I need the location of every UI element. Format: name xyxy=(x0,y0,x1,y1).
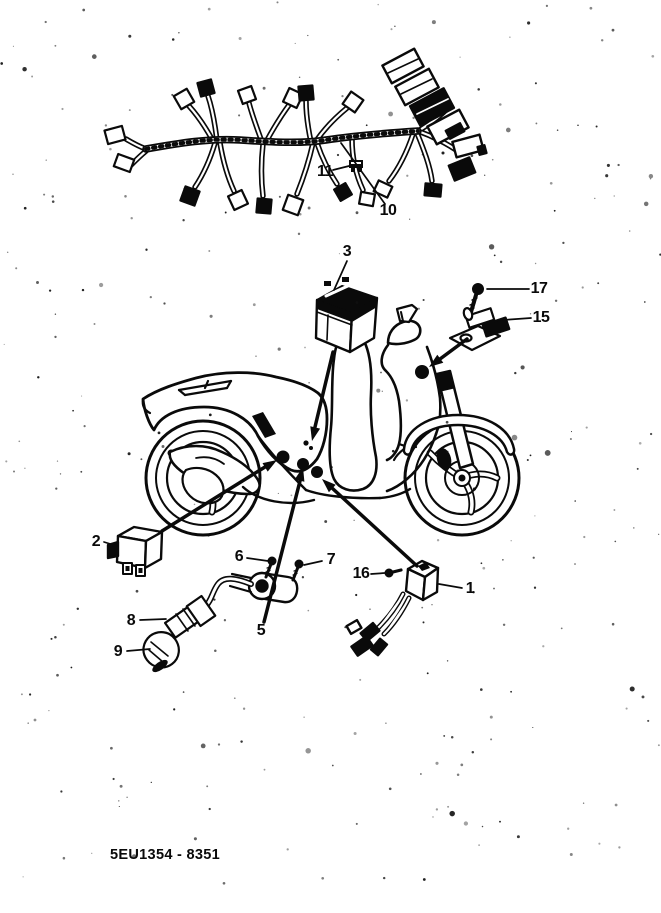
callout-7: 7 xyxy=(326,551,336,568)
spark-plug-boot xyxy=(143,632,178,674)
callout-9: 9 xyxy=(113,643,123,660)
callout-16: 16 xyxy=(352,565,370,582)
callout-2: 2 xyxy=(91,533,101,550)
harness-fuse-blocks xyxy=(382,49,486,181)
callout-17: 17 xyxy=(530,280,548,297)
callout-1: 1 xyxy=(465,580,475,597)
callout-3: 3 xyxy=(342,243,352,260)
callout-10: 10 xyxy=(379,202,397,219)
wire-harness xyxy=(104,49,486,216)
callout-11: 11 xyxy=(317,163,333,180)
leg-shield-panel xyxy=(330,334,377,491)
engine-case xyxy=(170,446,260,503)
callout-8: 8 xyxy=(126,612,136,629)
bracket-bolt xyxy=(469,284,484,313)
relay xyxy=(108,527,162,576)
callout-6: 6 xyxy=(234,548,244,565)
battery xyxy=(316,277,377,352)
callout-15: 15 xyxy=(532,309,550,326)
cdi-screw-16 xyxy=(385,569,401,577)
callout-5: 5 xyxy=(256,622,266,639)
coil-screw-7 xyxy=(293,560,303,580)
front-body xyxy=(382,305,441,491)
drawing-number: 5EU1354 - 8351 xyxy=(110,846,221,863)
